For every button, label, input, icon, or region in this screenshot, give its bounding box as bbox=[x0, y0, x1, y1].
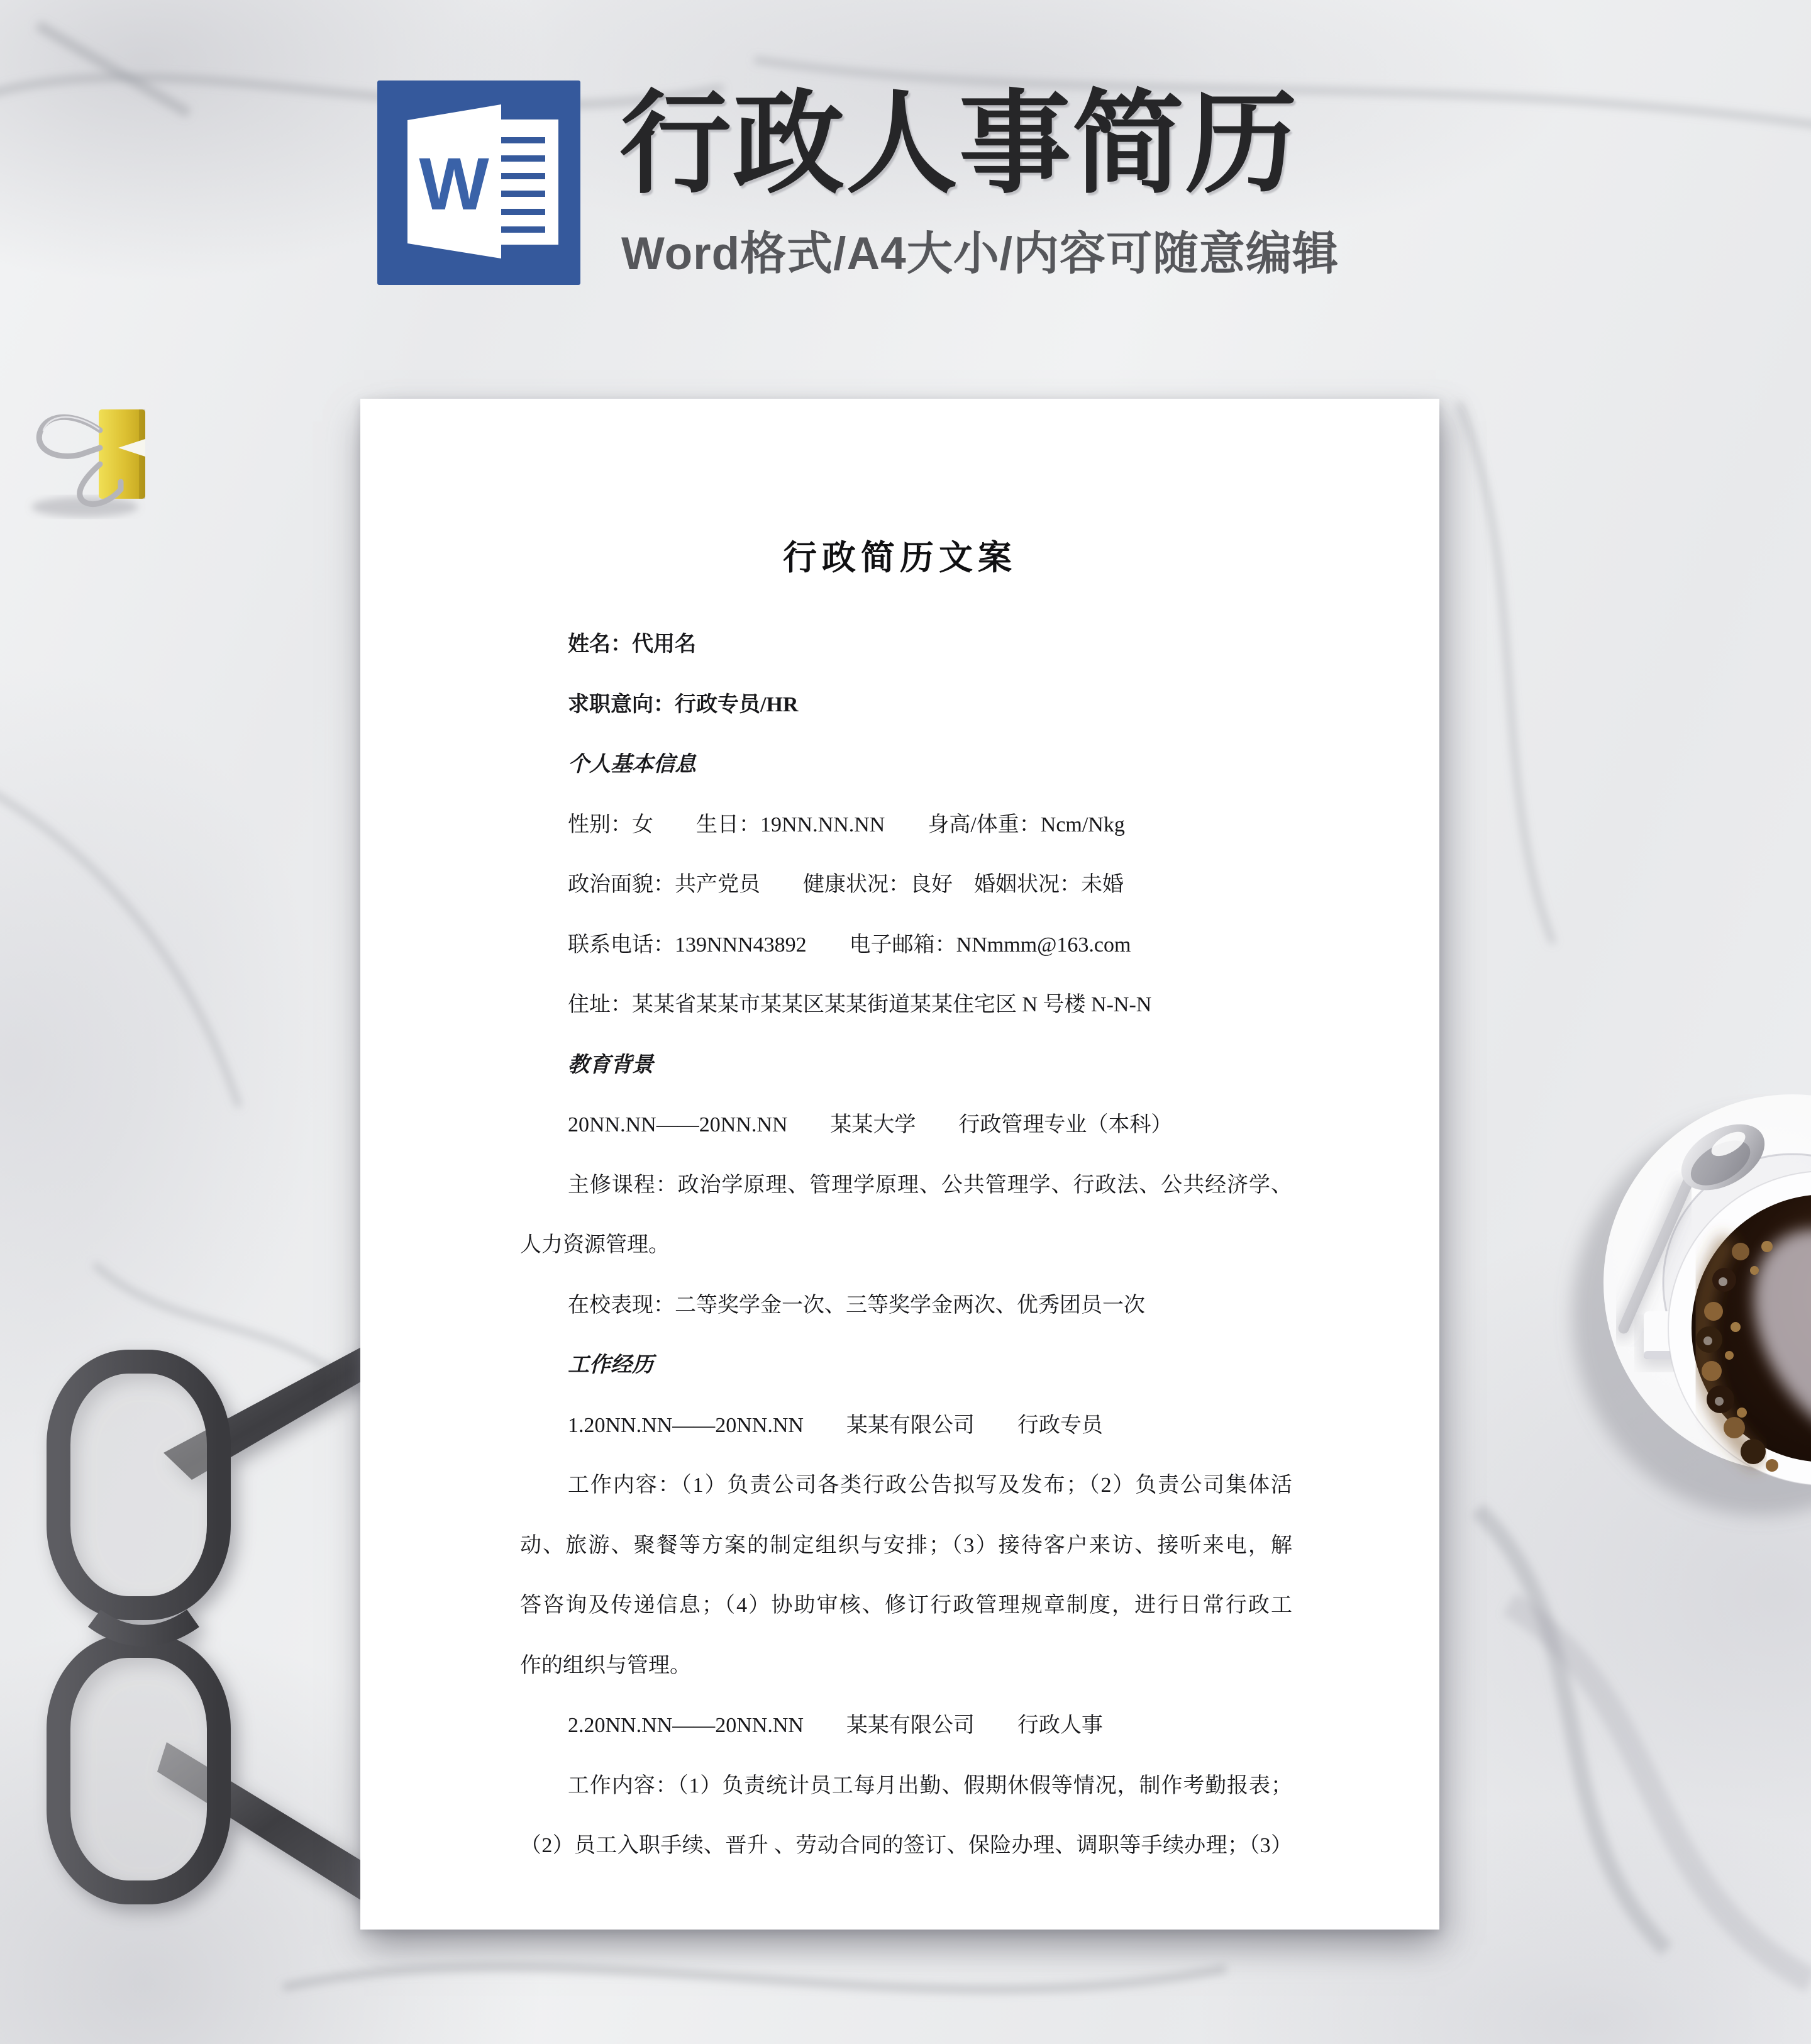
document-line: 人力资源管理。 bbox=[520, 1233, 670, 1257]
document-line: 2.20NN.NN——20NN.NN 某某有限公司 行政人事 bbox=[568, 1714, 1103, 1737]
document-line: 主修课程：政治学原理、管理学原理、公共管理学、行政法、公共经济学、 bbox=[568, 1173, 1292, 1197]
document-line: 1.20NN.NN——20NN.NN 某某有限公司 行政专员 bbox=[568, 1413, 1103, 1437]
document-line: 性别：女 生日：19NN.NN.NN 身高/体重：Ncm/Nkg bbox=[568, 813, 1125, 836]
document-line: 政治面貌：共产党员 健康状况：良好 婚姻状况：未婚 bbox=[568, 873, 1124, 896]
resume-title: 行政简历文案 bbox=[783, 539, 1017, 577]
document-line: 在校表现：二等奖学金一次、三等奖学金两次、优秀团员一次 bbox=[568, 1293, 1145, 1317]
word-icon bbox=[377, 81, 580, 285]
glasses-lens-bottom bbox=[58, 1646, 219, 1892]
document-line: 教育背景 bbox=[568, 1053, 653, 1077]
glasses-bridge bbox=[94, 1618, 193, 1636]
document-line: 求职意向：行政专员/HR bbox=[568, 692, 799, 716]
document-line: 个人基本信息 bbox=[568, 753, 696, 776]
document-line: 20NN.NN——20NN.NN 某某大学 行政管理专业（本科） bbox=[568, 1113, 1173, 1136]
document-line: （2）员工入职手续、晋升 、劳动合同的签订、保险办理、调职等手续办理；（3） bbox=[520, 1834, 1292, 1857]
document-line: 工作经历 bbox=[568, 1353, 653, 1377]
banner-subtitle: Word格式/A4大小/内容可随意编辑 bbox=[621, 228, 1339, 279]
glasses-lens-top bbox=[58, 1362, 219, 1608]
document-line: 动、旅游、聚餐等方案的制定组织与安排；（3）接待客户来访、接听来电，解 bbox=[520, 1533, 1292, 1557]
banner-title: 行政人事简历 bbox=[619, 81, 1299, 206]
document-lines bbox=[520, 614, 1292, 1876]
word-icon-letter: W bbox=[419, 143, 489, 226]
coffee-cup bbox=[1497, 1063, 1811, 1566]
document-line: 工作内容：（1）负责公司各类行政公告拟写及发布；（2）负责公司集体活 bbox=[568, 1474, 1292, 1497]
resume-page bbox=[360, 399, 1439, 1930]
document-line: 工作内容：（1）负责统计员工每月出勤、假期休假等情况，制作考勤报表； bbox=[568, 1774, 1292, 1797]
document-line: 作的组织与管理。 bbox=[520, 1653, 691, 1677]
document-line: 联系电话：139NNN43892 电子邮箱：NNmmm@163.com bbox=[568, 933, 1131, 957]
document-line: 住址：某某省某某市某某区某某街道某某住宅区 N 号楼 N-N-N bbox=[568, 993, 1152, 1016]
document-line: 答咨询及传递信息；（4）协助审核、修订行政管理规章制度，进行日常行政工 bbox=[520, 1594, 1292, 1617]
document-line: 姓名：代用名 bbox=[568, 633, 696, 656]
binder-clip bbox=[19, 375, 170, 532]
